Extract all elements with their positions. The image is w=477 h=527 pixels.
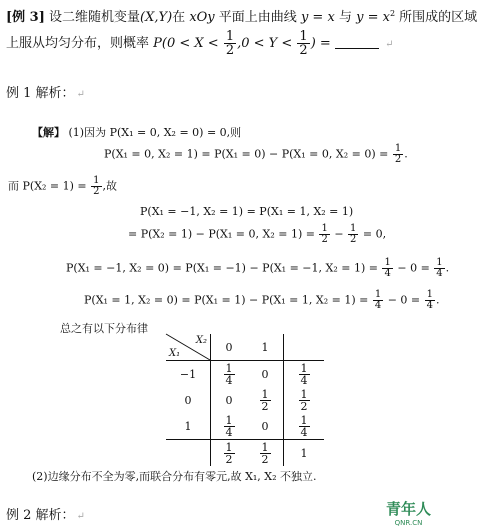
equation-4: P(X₁ = −1, X₂ = 0) = P(X₁ = −1) − P(X₁ = −1, X₂ = 1) = $\frac{1}{4}$ − 0 = $\frac{1}{4}$ .: [66, 257, 450, 279]
fraction: $\frac{1}{2}$: [394, 143, 402, 165]
fraction: $\frac{1}{2}$: [225, 29, 235, 58]
distribution-table: [166, 334, 324, 466]
fraction: $\frac{1}{4}$: [384, 257, 391, 279]
equation-5: P(X₁ = 1, X₂ = 0) = P(X₁ = 1) − P(X₁ = 1, X₂ = 1) = $\frac{1}{4}$ − 0 = $\frac{1}{4}$ .: [84, 289, 440, 311]
solution-intro: 【解】 (1)因为 P(X₁ = 0, X₂ = 0) = 0,则: [32, 126, 242, 139]
fraction: $\frac{1}{4}$: [436, 257, 443, 279]
fraction: $\frac{1}{2}$: [350, 223, 357, 245]
table-row: 1 $\frac{1}{4}$ 0 $\frac{1}{4}$: [166, 413, 324, 440]
col-header: 0: [211, 334, 248, 361]
col-header: 1: [247, 334, 284, 361]
answer-blank: [335, 38, 379, 49]
return-mark: ↵: [385, 39, 394, 50]
summary-text: 总之有以下分布律: [60, 322, 148, 335]
equation-given: 而 P(X₂ = 1) = $\frac{1}{2}$ ,故: [8, 175, 118, 197]
equation-3: = P(X₂ = 1) − P(X₁ = 0, X₂ = 1) = $\frac{1}{2}$ − $\frac{1}{2}$ = 0,: [128, 223, 387, 245]
table-row: −1 $\frac{1}{4}$ 0 $\frac{1}{4}$: [166, 361, 324, 388]
fraction: $\frac{1}{4}$: [374, 289, 382, 311]
watermark-logo: 青年人 QNR.CN: [386, 500, 432, 527]
fraction: $\frac{1}{2}$: [299, 29, 308, 58]
part-2-text: (2)边缘分布不全为零,而联合分布有零元,故 X₁, X₂ 不独立.: [32, 470, 317, 483]
equation-1: P(X₁ = 0, X₂ = 1) = P(X₁ = 0) − P(X₁ = 0, X₂ = 0) = $\frac{1}{2}$ .: [104, 143, 408, 165]
fraction: $\frac{1}{2}$: [93, 175, 100, 197]
fraction: $\frac{1}{2}$: [321, 223, 328, 245]
table-row-marginal: $\frac{1}{2}$ $\frac{1}{2}$ 1: [166, 440, 324, 467]
problem-line-1: [例 3] 设二维随机变量(X,Y)在 xOy 平面上由曲线 y = x 与 $y = x^2$ 所围成的区域: [6, 9, 477, 25]
heading-example-1: 例 1 解析： ↵: [6, 86, 85, 101]
table-corner-cell: X₂ X₁: [166, 334, 211, 361]
heading-example-2: 例 2 解析： ↵: [6, 508, 85, 523]
problem-line-2: 上服从均匀分布，则概率 P(0 < X < $\frac{1}{2}$ ,0 < Y < $\frac{1}{2}$ ) = ↵: [6, 29, 394, 58]
problem-label: [例 3]: [6, 10, 45, 25]
col-header-marginal: [284, 334, 325, 361]
fraction: $\frac{1}{4}$: [426, 289, 434, 311]
distribution-table-wrap: [166, 334, 324, 466]
equation-2: P(X₁ = −1, X₂ = 1) = P(X₁ = 1, X₂ = 1): [140, 205, 354, 218]
table-row: 0 0 $\frac{1}{2}$ $\frac{1}{2}$: [166, 387, 324, 413]
